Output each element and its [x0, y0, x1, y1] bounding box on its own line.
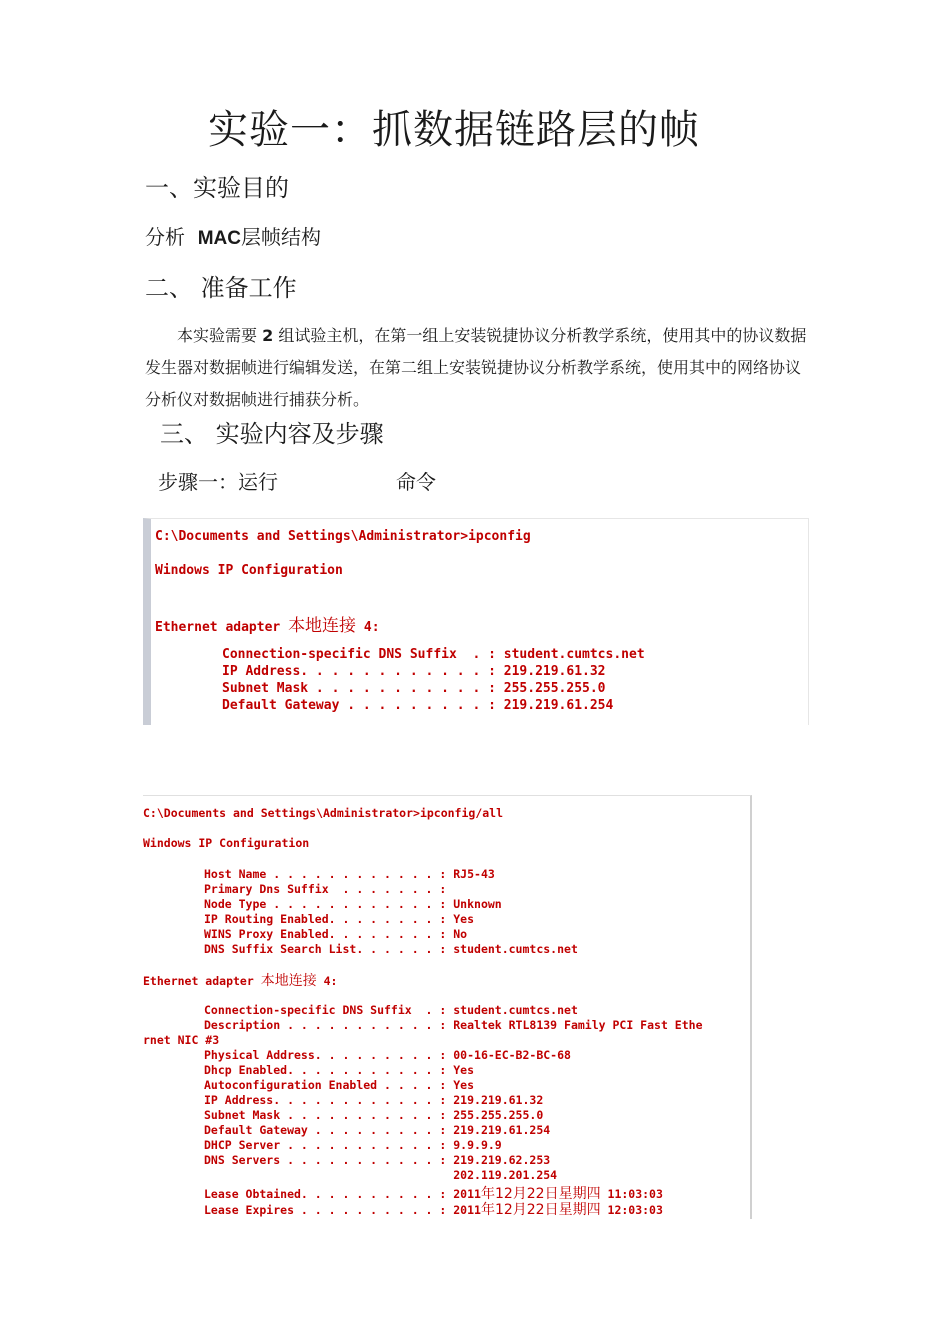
host-row: Node Type . . . . . . . . . . . . : Unknown [204, 897, 502, 911]
detail-row: DHCP Server . . . . . . . . . . . : 9.9.9.9 [204, 1138, 502, 1152]
config-row: Default Gateway . . . . . . . . . : 219.219.61.254 [222, 698, 614, 713]
section-heading-steps: 三、 实验内容及步骤 [160, 420, 384, 448]
lease-obtained-time: 11:03:03 [600, 1187, 663, 1201]
purpose-mac: MAC [197, 228, 241, 249]
lease-expires-row [204, 1199, 663, 1219]
host-row: WINS Proxy Enabled. . . . . . . . : No [204, 927, 468, 941]
detail-row: Dhcp Enabled. . . . . . . . . . . : Yes [204, 1063, 475, 1077]
host-row: Primary Dns Suffix . . . . . . . : [204, 882, 447, 896]
lease-obtained-date: 年12月22日星期四 [480, 1186, 601, 1202]
adapter-name: 本地连接 [288, 616, 357, 636]
preparation-paragraph [145, 320, 810, 416]
section-heading-purpose: 一、实验目的 [145, 174, 289, 202]
config-row: Subnet Mask . . . . . . . . . . . : 255.255.255.0 [222, 681, 606, 696]
config-row: Connection-specific DNS Suffix . : student.cumtcs.net [222, 647, 645, 662]
adapter-line [143, 970, 337, 990]
wrapped-line: rnet NIC #3 [143, 1033, 220, 1047]
para-part2: 组试验主机，在第一组上安装锐捷协议分析教学系统，使用其中的协议数据发生器对数据帧进行编辑发送，在第二组上安装锐捷协议分析教学系统，使用其中的网络协议分析仪对数据帧进行捕获分析。 [145, 326, 807, 409]
adapter-suffix: 4: [316, 974, 338, 988]
adapter-line [155, 611, 380, 636]
adapter-row: Connection-specific DNS Suffix . : student.cumtcs.net [204, 1003, 578, 1017]
adapter-prefix: Ethernet adapter [143, 974, 261, 988]
host-row: Host Name . . . . . . . . . . . . : RJ5-43 [204, 867, 495, 881]
para-num: 2 [262, 326, 274, 345]
detail-row: Autoconfiguration Enabled . . . . : Yes [204, 1078, 475, 1092]
document-title: 实验一：抓数据链路层的帧 [208, 107, 700, 153]
detail-row: DNS Servers . . . . . . . . . . . : 219.219.62.253 [204, 1153, 551, 1167]
console-prompt: C:\Documents and Settings\Administrator>ipconfig/all [143, 806, 504, 820]
host-row: DNS Suffix Search List. . . . . . : student.cumtcs.net [204, 942, 578, 956]
host-row: IP Routing Enabled. . . . . . . . : Yes [204, 912, 475, 926]
lease-obtained-prefix: Lease Obtained. . . . . . . . . . : 2011 [204, 1187, 481, 1201]
lease-expires-prefix: Lease Expires . . . . . . . . . . : 2011 [204, 1203, 481, 1217]
console-prompt: C:\Documents and Settings\Administrator>ipconfig [155, 529, 531, 544]
detail-row: 202.119.201.254 [204, 1168, 558, 1182]
step1-command: 命令 [396, 470, 436, 494]
section-heading-preparation: 二、 准备工作 [145, 274, 297, 302]
detail-row: Subnet Mask . . . . . . . . . . . : 255.255.255.0 [204, 1108, 544, 1122]
purpose-prefix: 分析 [145, 225, 185, 249]
detail-row: IP Address. . . . . . . . . . . . : 219.219.61.32 [204, 1093, 544, 1107]
config-title: Windows IP Configuration [143, 836, 310, 850]
step1-label: 步骤一：运行 [158, 470, 278, 494]
purpose-content [145, 221, 321, 250]
lease-expires-time: 12:03:03 [600, 1203, 663, 1217]
para-part1: 本实验需要 [177, 326, 258, 345]
config-title: Windows IP Configuration [155, 563, 343, 578]
purpose-suffix: 层帧结构 [241, 225, 321, 249]
config-row: IP Address. . . . . . . . . . . . : 219.219.61.32 [222, 664, 606, 679]
lease-expires-date: 年12月22日星期四 [480, 1202, 601, 1218]
ipconfig-console-screenshot [143, 518, 809, 725]
adapter-name: 本地连接 [260, 973, 317, 989]
adapter-prefix: Ethernet adapter [155, 620, 289, 635]
detail-row: Default Gateway . . . . . . . . . : 219.219.61.254 [204, 1123, 551, 1137]
adapter-row: Description . . . . . . . . . . . : Realtek RTL8139 Family PCI Fast Ethe [204, 1018, 703, 1032]
detail-row: Physical Address. . . . . . . . . : 00-16-EC-B2-BC-68 [204, 1048, 571, 1062]
adapter-suffix: 4: [356, 620, 380, 635]
ipconfig-all-console-screenshot [143, 795, 752, 1219]
